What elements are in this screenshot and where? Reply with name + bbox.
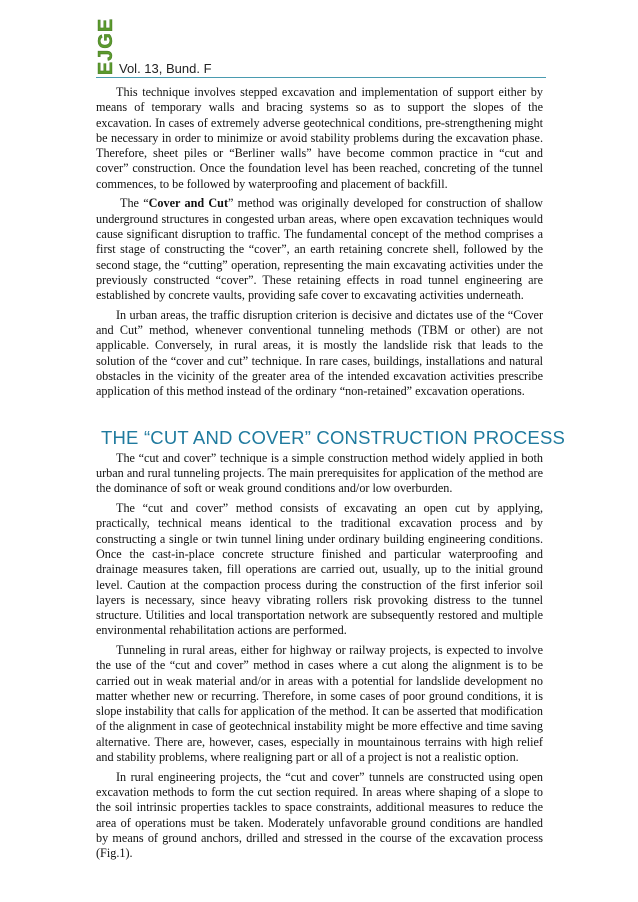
paragraph-intro-2 (96, 196, 543, 303)
section-paragraph-3: Tunneling in rural areas, either for highway or railway projects, is expected to involve the use of the “cut and cover” method in cases where a cut along the alignment is to be carried out in weak material and/or in areas with a potential for landslide development no matter whether new or recurring. Therefore, in some cases of poor ground conditions, it is slope instability that calls for application of the method. It can be asserted that modification of the alignment in case of geotechnical instability might be more effective and time saving alternative. There are, however, cases, especially in mountainous terrains with high relief and stability problems, where realigning part or all of a project is not a realistic option. (96, 642, 543, 765)
section-heading: THE “CUT AND COVER” CONSTRUCTION PROCESS (101, 426, 566, 448)
section-paragraph-2: The “cut and cover” method consists of excavating an open cut by applying, practically, technical means identical to the traditional excavation process and by constructing a single or twin tunnel lining under ordinary building engineering conditions. Once the cast-in-place concrete structure finished and particular waterproofing and drainage measures taken, fill operations are carried out, usually, up to the initial ground level. Caution at the compaction process during the construction of the first inferior soil layers is necessary, since heavy vibrating rollers risk provoking distress to the tunnel structure. Utilities and local transportation network are subsequently restored and multiple environmental rehabilitation actions are performed. (96, 501, 543, 638)
paragraph-intro-2-rest: ” method was originally developed for construction of shallow underground structures in congested urban areas, where open excavation techniques would cause significant disruption to traffic. The fundamental concept of the method comprises a first stage of constructing the “cover”, an earth retaining concrete shell, followed by the second stage, the “cutting” operation, representing the main excavating activities under the previously constructed “cover”. These retaining effects in road tunnel engineering are established by concrete vaults, providing safe cover to excavating activities underneath. (96, 196, 543, 303)
header-rule (96, 77, 546, 78)
paragraph-intro-1: This technique involves stepped excavation and implementation of support either by means of temporary walls and bracing systems so as to support the slopes of the excavation. In cases of extremely adverse geotechnical conditions, pre-strengthening might be necessary in order to minimize or avoid stability problems during the excavation phase. Therefore, sheet piles or “Berliner walls” have become common practice in “cut and cover” construction. Once the foundation level has been reached, concreting of the tunnel commences, to be followed by waterproofing and placement of backfill. (96, 85, 543, 191)
journal-logo (95, 17, 118, 75)
paragraph-intro-2-lead: The “ (120, 196, 149, 211)
article-body (96, 85, 566, 866)
section-paragraph-4: In rural engineering projects, the “cut and cover” tunnels are constructed using open excavation methods to form the cut section required. In areas where shaping of a slope to the soil intrinsic properties tackles to space constraints, additional measures to reduce the area of operations must be taken. Moderately unfavorable ground conditions are handled by means of ground anchors, drilled and stressed in the course of the excavation process (Fig.1). (96, 769, 543, 861)
journal-logo-text: EJGE (95, 17, 118, 75)
paragraph-intro-3: In urban areas, the traffic disruption criterion is decisive and dictates use of the “Cover and Cut” method, whenever conventional tunneling methods (TBM or other) are not applicable. Conversely, in rural areas, it is mostly the landslide risk that leads to the solution of the “cover and cut” technique. In rare cases, buildings, installations and natural obstacles in the vicinity of the greater area of the intended excavation activities prescribe application of this method instead of the ordinary “non-retained” excavation operations. (96, 307, 543, 399)
running-head-volume: Vol. 13, Bund. F (119, 61, 212, 76)
section-paragraph-1: The “cut and cover” technique is a simple construction method widely applied in both urban and rural tunneling projects. The main prerequisites for application of the method are the dominance of soft or weak ground conditions and/or low overburden. (96, 450, 543, 496)
term-cover-and-cut: Cover and Cut (148, 196, 229, 211)
